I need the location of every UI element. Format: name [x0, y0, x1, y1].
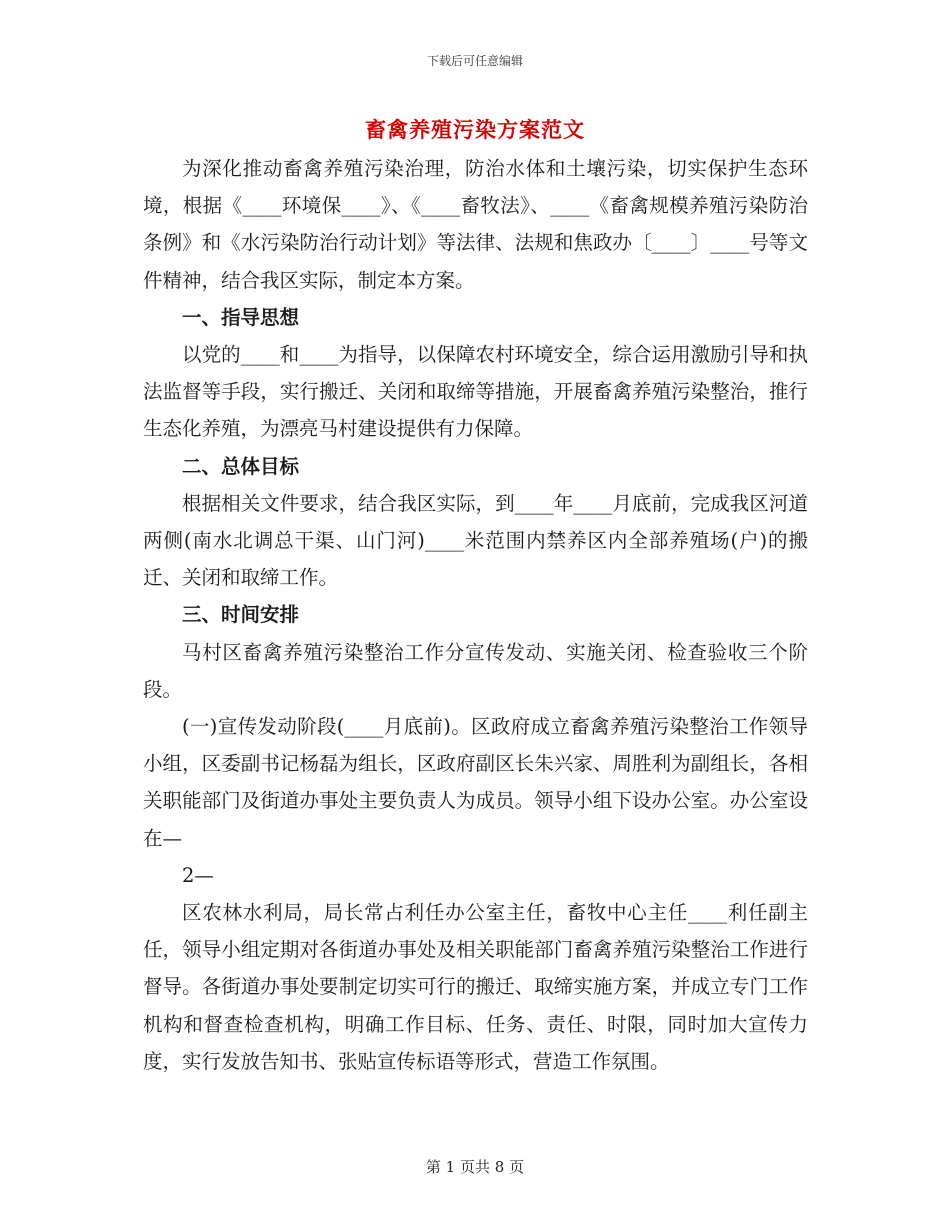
paragraph-guiding-ideology: 以党的____和____为指导，以保障农村环境安全，综合运用激励引导和执法监督等手段，实行搬迁、关闭和取缔等措施，开展畜禽养殖污染整治，推行生态化养殖，为漂亮马村建设提供有力保障。 — [143, 343, 808, 441]
section-heading-schedule: 三、时间安排 — [182, 603, 300, 627]
section-heading-guiding-ideology: 一、指导思想 — [182, 305, 300, 329]
paragraph-office-details: 区农林水利局，局长常占利任办公室主任，畜牧中心主任____利任副主任，领导小组定期对各街道办事处及相关职能部门畜禽养殖污染整治工作进行督导。各街道办事处要制定切实可行的搬迁、取缔实施方案，并成立专门工作机构和督查检查机构，明确工作目标、任务、责任、时限，同时加大宣传力度，实行发放告知书、张贴宣传标语等形式，营造工作氛围。 — [143, 901, 808, 1073]
paragraph-schedule-intro: 马村区畜禽养殖污染整治工作分宣传发动、实施关闭、检查验收三个阶段。 — [143, 640, 808, 701]
paragraph-overall-goal: 根据相关文件要求，结合我区实际，到____年____月底前，完成我区河道两侧(南水北调总干渠、山门河)____米范围内禁养区内全部养殖场(户)的搬迁、关闭和取缔工作。 — [143, 491, 808, 590]
section-heading-overall-goal: 二、总体目标 — [182, 454, 300, 478]
document-title: 畜禽养殖污染方案范文 — [365, 117, 585, 142]
paragraph-phase-one: (一)宣传发动阶段(____月底前)。区政府成立畜禽养殖污染整治工作领导小组，区委副书记杨磊为组长，区政府副区长朱兴家、周胜利为副组长，各相关职能部门及街道办事处主要负责人为成员。领导小组下设办公室。办公室设在— — [143, 715, 808, 850]
document-body — [143, 150, 808, 1080]
page-footer-page-info: 第 1 页共 8 页 — [425, 1158, 525, 1176]
paragraph-intro: 为深化推动畜禽养殖污染治理，防治水体和土壤污染，切实保护生态环境，根据《____环境保____》、《____畜牧法》、____《畜禽规模养殖污染防治条例》和《水污染防治行动计划》等法律、法规和焦政办〔____〕____号等文件精神，结合我区实际，制定本方案。 — [143, 157, 808, 292]
page-header-note: 下载后可任意编辑 — [426, 54, 523, 68]
paragraph-page-marker: 2— — [182, 863, 214, 887]
